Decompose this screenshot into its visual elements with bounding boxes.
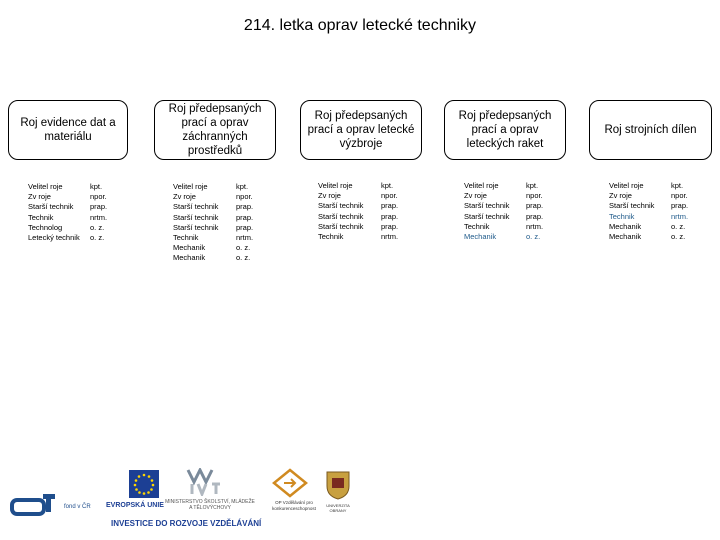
role: Mechanik [609,221,642,231]
esf-logo [10,494,62,512]
unit-box-zachranne [154,100,276,160]
op-arrow-icon [272,468,308,498]
rank: nrtm. [90,212,108,222]
rank: o. z. [526,232,541,242]
rank: kpt. [381,181,394,190]
rank: kpt. [236,182,249,191]
rank: npor. [526,191,543,201]
role: Starší technik [28,202,74,212]
rank: npor. [236,192,253,202]
role: Technik [28,212,54,222]
roles-list-dilny [609,181,654,242]
rank: o. z. [671,232,686,242]
unit-box-label: Roj předepsaných prací a oprav záchranných prostředků [168,103,262,157]
role: Zv roje [318,191,341,201]
rank: o. z. [90,222,105,232]
rank: nrtm. [236,233,254,243]
msmt-logo [186,468,226,496]
rank: nrtm. [526,221,544,231]
role: Zv roje [464,191,487,201]
roles-list-evidence [28,182,80,243]
unit-box-dilny [589,100,712,160]
rank: prap. [236,222,254,232]
role: Velitel roje [28,182,63,191]
role: Letecký technik [28,233,80,243]
rank: prap. [526,201,544,211]
role: Technik [464,221,490,231]
eu-flag-logo [129,470,159,498]
university-crest-logo [325,470,351,500]
unit-box-evidence [8,100,128,160]
ranks-list-evidence [90,182,107,243]
univ-label: UNIVERZITA OBRANY [326,503,350,513]
rank: prap. [381,201,399,211]
unit-box-label: Roj předepsaných prací a oprav letecké výzbroje [307,110,415,150]
ranks-list-zachranne [236,182,253,264]
op-logo [272,468,308,498]
role: Starší technik [609,201,655,211]
rank: prap. [90,202,108,212]
role: Mechanik [609,232,642,242]
role: Mechanik [464,232,497,242]
msmt-label: MINISTERSTVO ŠKOLSTVÍ, MLÁDEŽE A TĚLOVÝCHOVY [165,499,255,511]
rank: o. z. [236,253,251,263]
rank: o. z. [236,243,251,253]
role: Technik [318,232,344,242]
page-title: 214. letka oprav letecké techniky [243,17,477,34]
rank: nrtm. [671,211,689,221]
footer-logos [0,462,720,540]
role: Technolog [28,222,63,232]
rank: prap. [236,212,254,222]
role: Starší technik [318,201,364,211]
crest-icon [325,470,351,500]
unit-box-label: Roj evidence dat a materiálu [20,117,116,143]
rank: prap. [381,211,399,221]
role: Velitel roje [609,181,644,190]
role: Mechanik [173,253,206,263]
unit-box-rakety [444,100,566,160]
rank: npor. [381,191,398,201]
rank: kpt. [526,181,539,190]
role: Starší technik [464,211,510,221]
role: Technik [609,211,635,221]
role: Velitel roje [318,181,353,190]
rank: npor. [671,191,688,201]
role: Mechanik [173,243,206,253]
role: Zv roje [609,191,632,201]
msmt-mark-icon [186,468,226,496]
esf-label: fond v ČR [64,504,91,510]
unit-box-label: Roj předepsaných prací a oprav leteckých raket [458,110,552,150]
role: Starší technik [173,222,219,232]
role: Zv roje [173,192,196,202]
role: Starší technik [318,211,364,221]
ranks-list-dilny [671,181,688,242]
rank: npor. [90,192,107,202]
role: Velitel roje [173,182,208,191]
rank: prap. [526,211,544,221]
role: Starší technik [173,212,219,222]
rank: nrtm. [381,232,399,242]
unit-box-label: Roj strojních dílen [604,124,697,136]
roles-list-zachranne [173,182,218,264]
role: Starší technik [173,202,219,212]
rank: prap. [671,201,689,211]
role: Starší technik [318,221,364,231]
role: Starší technik [464,201,510,211]
ranks-list-vyzbroj [381,181,398,242]
rank: kpt. [671,181,684,190]
role: Velitel roje [464,181,499,190]
rank: prap. [236,202,254,212]
eu-stars-icon [129,470,159,498]
rank: prap. [381,221,399,231]
roles-list-vyzbroj [318,181,363,242]
eu-label: EVROPSKÁ UNIE [106,502,164,509]
rank: kpt. [90,182,103,191]
ranks-list-rakety [526,181,543,242]
rank: o. z. [671,221,686,231]
role: Technik [173,233,199,243]
roles-list-rakety [464,181,509,242]
role: Zv roje [28,192,51,202]
op-label: OP Vzdělávání pro konkurenceschopnost [272,500,316,511]
rank: o. z. [90,233,105,243]
unit-box-vyzbroj [300,100,422,160]
footer-slogan: INVESTICE DO ROZVOJE VZDĚLÁVÁNÍ [111,519,262,528]
